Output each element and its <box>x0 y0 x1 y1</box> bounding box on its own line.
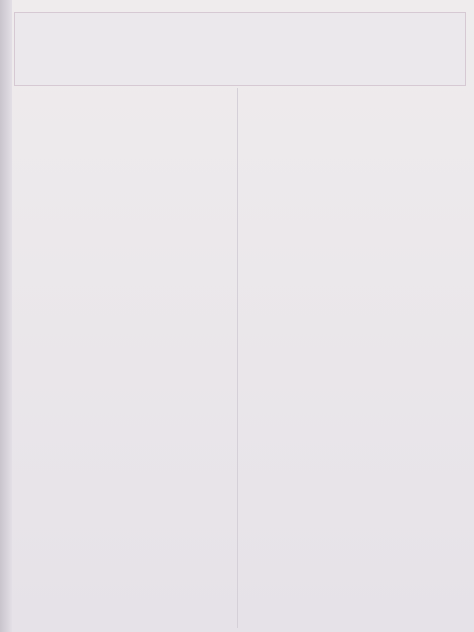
paper-edge <box>0 0 12 632</box>
column-divider <box>237 88 238 628</box>
specialties-box <box>14 12 466 86</box>
